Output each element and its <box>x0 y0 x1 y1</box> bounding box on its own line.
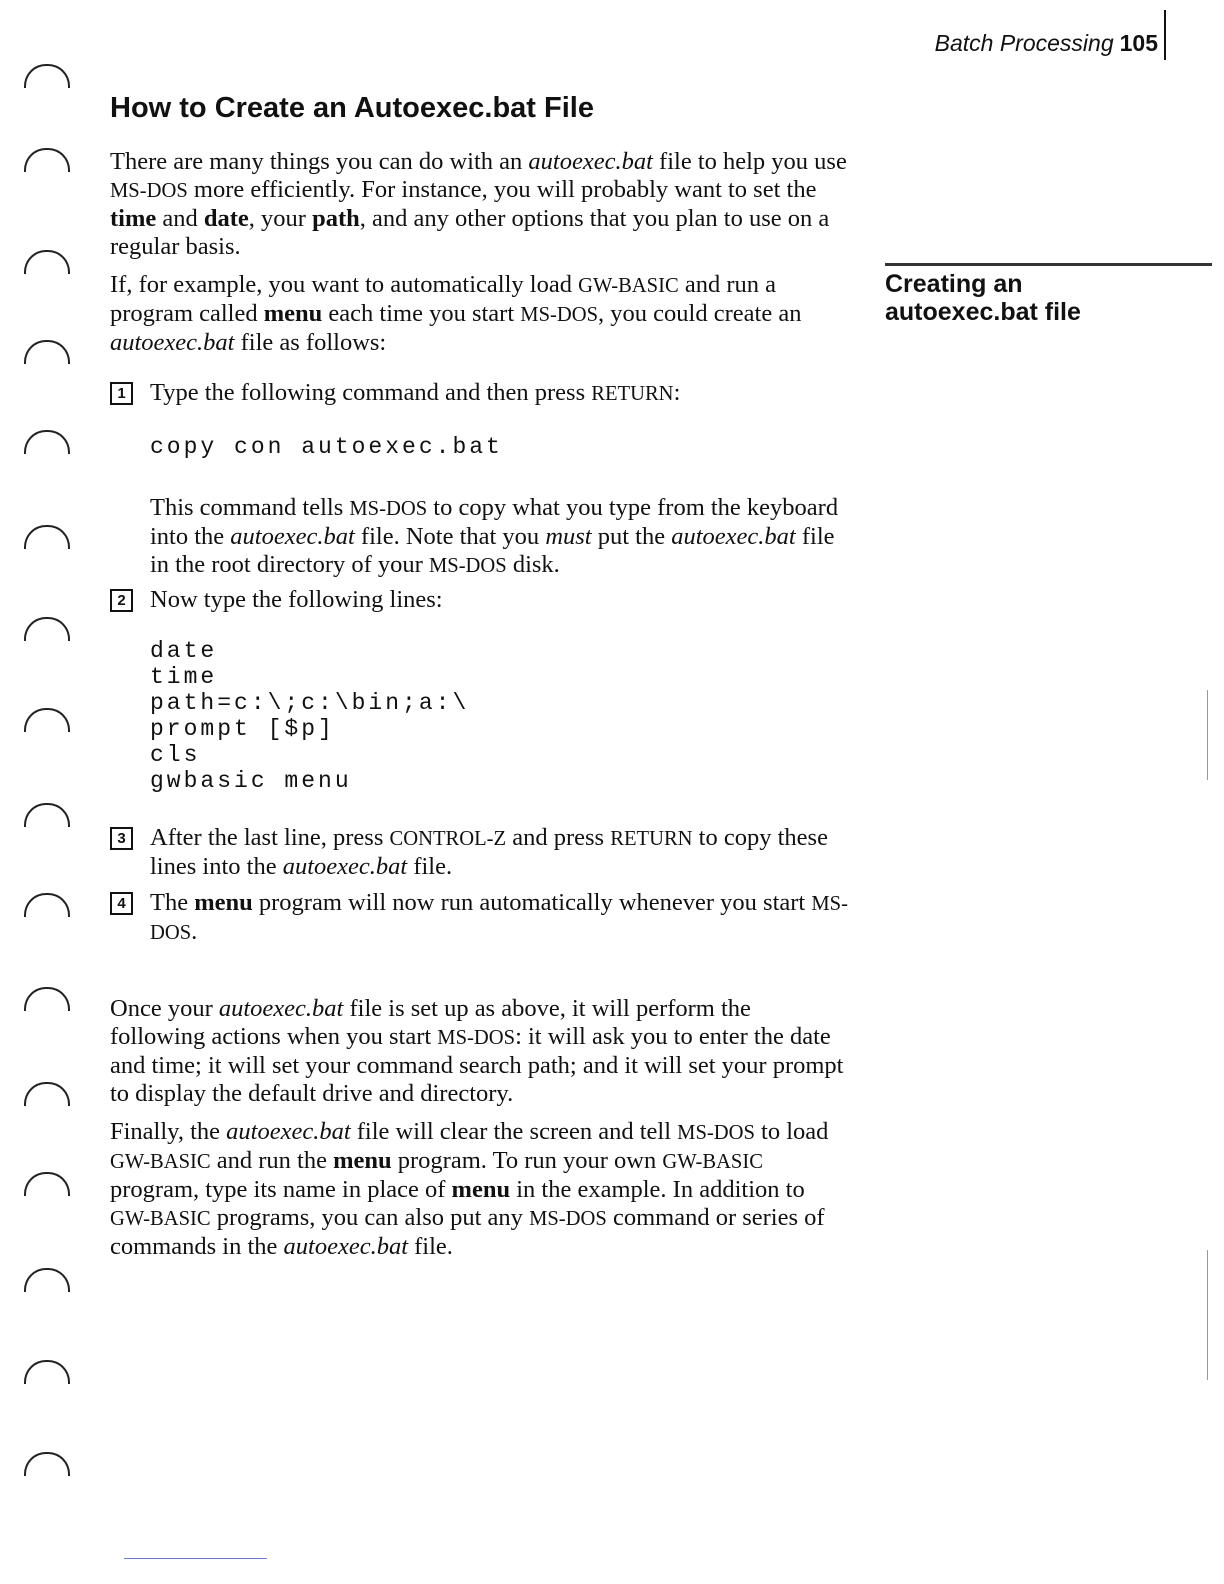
binder-hole-icon <box>24 803 70 827</box>
step-number-3: 3 <box>110 827 133 850</box>
binder-hole-icon <box>24 987 70 1011</box>
step-4 <box>110 889 850 947</box>
binder-hole-icon <box>24 1172 70 1196</box>
header-section: Batch Processing <box>934 30 1114 56</box>
step-3-text: After the last line, press CONTROL-Z and press RETURN to copy these lines into the autoexec.bat file. <box>150 824 828 880</box>
body-column <box>110 148 850 1271</box>
bottom-stub-line <box>124 1558 267 1559</box>
step-2-text: Now type the following lines: <box>150 586 443 613</box>
page-title: How to Create an Autoexec.bat File <box>110 92 594 124</box>
margin-heading: Creating an autoexec.bat file <box>885 270 1081 326</box>
binder-hole-icon <box>24 148 70 172</box>
binder-hole-icon <box>24 1082 70 1106</box>
finally-paragraph: Finally, the autoexec.bat file will clear the screen and tell MS-DOS to load GW-BASIC and run the menu program. To run your own GW-BASIC program, type its name in place of menu in the example. In addition to GW-BASIC programs, you can also put any MS-DOS command or series of commands in the autoexec.bat file. <box>110 1118 829 1260</box>
header-rule <box>1164 10 1166 60</box>
step-number-2: 2 <box>110 589 133 612</box>
code-line: path=c:\;c:\bin;a:\ <box>150 690 470 716</box>
binder-hole-icon <box>24 617 70 641</box>
code-line: time <box>150 664 218 690</box>
note-paragraph: This command tells MS-DOS to copy what you type from the keyboard into the autoexec.bat file. Note that you must put the autoexec.bat file in the root directory of your MS-DOS disk. <box>150 494 839 578</box>
once-paragraph: Once your autoexec.bat file is set up as above, it will perform the following actions when you start MS-DOS: it will ask you to enter the date and time; it will set your command search path; and it will set your prompt to display the default drive and directory. <box>110 995 844 1107</box>
binder-hole-icon <box>24 525 70 549</box>
binder-hole-icon <box>24 430 70 454</box>
margin-rule <box>885 263 1212 266</box>
example-paragraph: If, for example, you want to automatically load GW-BASIC and run a program called menu each time you start MS-DOS, you could create an autoexec.bat file as follows: <box>110 271 802 356</box>
step-number-4: 4 <box>110 892 133 915</box>
binder-hole-icon <box>24 1360 70 1384</box>
binder-hole-icon <box>24 250 70 274</box>
right-edge-mark <box>1207 690 1208 780</box>
binder-hole-icon <box>24 708 70 732</box>
code-line: prompt [$p] <box>150 716 335 742</box>
page-header <box>935 28 1158 58</box>
step-3 <box>110 824 850 881</box>
binder-hole-icon <box>24 340 70 364</box>
command-copy-con: copy con autoexec.bat <box>150 434 503 460</box>
step-number-1: 1 <box>110 382 133 405</box>
step-4-text: The menu program will now run automatically whenever you start MS-DOS. <box>150 889 848 945</box>
step-1-text: Type the following command and then press RETURN: <box>150 379 681 406</box>
step-2 <box>110 586 850 794</box>
autoexec-code-block <box>150 638 850 794</box>
binder-hole-icon <box>24 893 70 917</box>
step-1 <box>110 379 850 580</box>
intro-paragraph: There are many things you can do with an autoexec.bat file to help you use MS-DOS more efficiently. For instance, you will probably want to set the time and date, your path, and any other options that you plan to use on a regular basis. <box>110 148 847 260</box>
binder-hole-icon <box>24 1452 70 1476</box>
code-line: cls <box>150 742 201 768</box>
right-edge-mark <box>1207 1250 1208 1380</box>
code-line: date <box>150 638 218 664</box>
binder-hole-icon <box>24 1268 70 1292</box>
page-number: 105 <box>1119 30 1158 56</box>
binder-hole-icon <box>24 64 70 88</box>
code-line: gwbasic menu <box>150 768 352 794</box>
